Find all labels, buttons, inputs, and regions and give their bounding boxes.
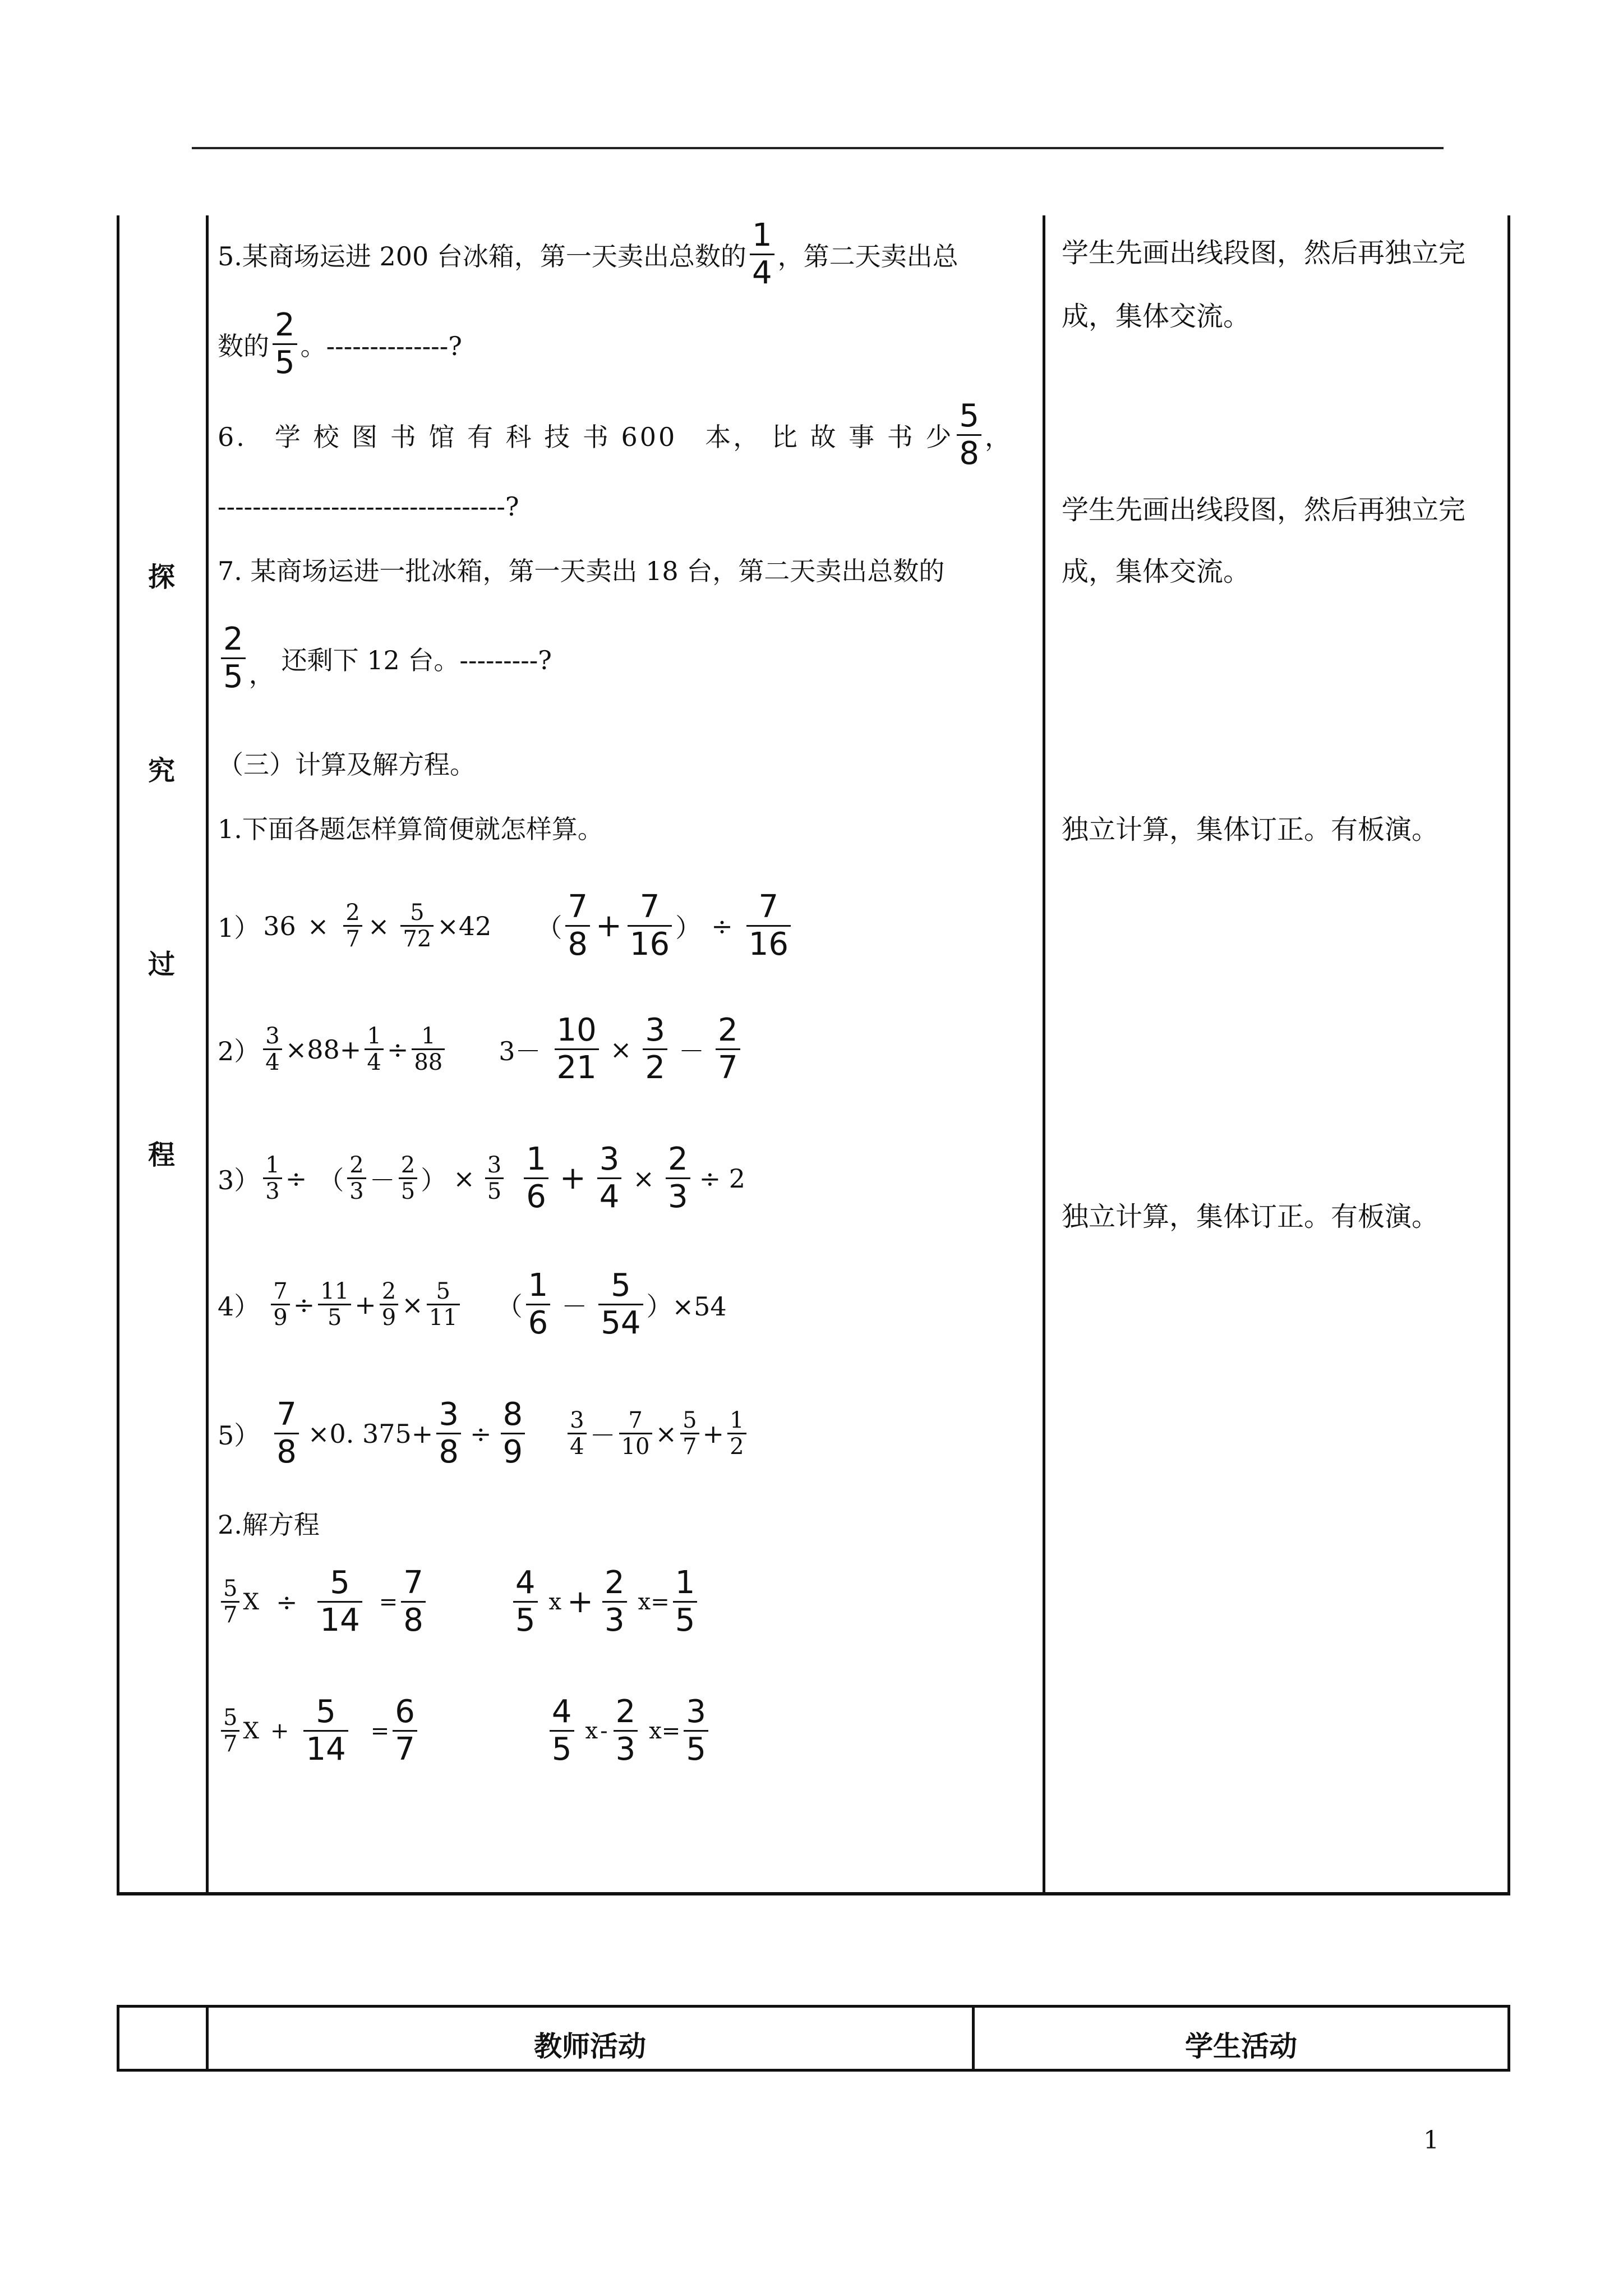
fraction <box>602 1565 627 1639</box>
fraction <box>347 1153 366 1205</box>
fraction <box>550 1694 574 1768</box>
denominator: 9 <box>381 1305 396 1331</box>
fraction <box>746 889 791 963</box>
number: 36 <box>263 910 296 941</box>
operator: + <box>354 1289 376 1320</box>
denominator: 5 <box>487 1179 502 1205</box>
numerator: 3 <box>265 1023 280 1049</box>
student-note: 独立计算，集体订正。有板演。 <box>1062 1201 1439 1232</box>
operator: ×88+ <box>285 1034 362 1065</box>
question-text: 。--------------? <box>300 330 462 361</box>
numerator: 1 <box>675 1565 695 1601</box>
denominator: 2 <box>645 1050 665 1087</box>
operator: ÷ <box>711 910 733 941</box>
question-text: ， <box>985 421 1011 452</box>
numerator: 2 <box>667 1141 688 1177</box>
table-bottom-border <box>117 1892 1510 1895</box>
operator: = <box>379 1589 398 1615</box>
numerator: 5 <box>611 1267 631 1304</box>
question-5-line-1 <box>218 218 958 292</box>
numerator: 7 <box>758 889 779 925</box>
fraction <box>318 1279 351 1331</box>
row-label: 2） <box>218 1036 260 1066</box>
header-table-divider-1 <box>206 2005 209 2072</box>
fraction <box>568 1408 586 1460</box>
numerator: 6 <box>395 1694 415 1730</box>
operator: + <box>596 908 622 945</box>
operator: ）×54 <box>646 1291 727 1322</box>
calc-row-3 <box>218 1142 745 1216</box>
denominator: 4 <box>599 1179 620 1216</box>
fraction <box>393 1694 417 1768</box>
numerator: 8 <box>502 1396 523 1433</box>
paren: ） <box>675 912 702 943</box>
side-label-char: 探 <box>148 562 176 593</box>
denominator: 3 <box>667 1179 688 1216</box>
fraction <box>263 1153 282 1205</box>
row-label: 5） <box>218 1420 260 1451</box>
numerator: 1 <box>528 1267 548 1304</box>
denominator: 5 <box>515 1602 536 1639</box>
side-label-char: 程 <box>148 1139 176 1171</box>
operator: － <box>589 1420 616 1451</box>
numerator: 5 <box>410 899 425 926</box>
numerator: 2 <box>345 899 360 926</box>
numerator: 2 <box>223 621 243 657</box>
numerator: 3 <box>686 1694 706 1730</box>
numerator: 3 <box>570 1407 584 1433</box>
denominator: 5 <box>328 1305 342 1331</box>
numerator: 3 <box>439 1396 459 1433</box>
numerator: 1 <box>265 1152 280 1178</box>
fraction <box>263 1024 282 1076</box>
fraction <box>643 1013 667 1087</box>
denominator: 9 <box>273 1305 288 1331</box>
operator: + <box>702 1418 725 1449</box>
denominator: 16 <box>748 926 789 963</box>
denominator: 14 <box>320 1602 360 1639</box>
question-text: ，第二天卖出总 <box>777 241 958 272</box>
page-number: 1 <box>1423 2126 1439 2155</box>
row-label: 1） <box>218 912 260 943</box>
denominator: 7 <box>683 1434 697 1460</box>
calc-instructions: 1.下面各题怎样算简便就怎样算。 <box>218 814 603 844</box>
fraction <box>399 1153 417 1205</box>
numerator: 1 <box>421 1023 436 1049</box>
fraction <box>597 1142 622 1216</box>
fraction <box>501 1397 525 1471</box>
numerator: 1 <box>526 1141 546 1177</box>
operator: × <box>307 910 329 941</box>
operator: － <box>561 1291 588 1322</box>
denominator: 8 <box>276 1434 297 1471</box>
row-label: 4） <box>218 1291 260 1322</box>
variable: x <box>649 1718 662 1744</box>
table-col-divider-1 <box>206 215 209 1894</box>
numerator: 10 <box>556 1012 597 1048</box>
fraction <box>673 1565 698 1639</box>
operator: = <box>651 1589 670 1615</box>
header-table-bottom <box>117 2069 1510 2072</box>
denominator: 7 <box>223 1602 238 1628</box>
denominator: 5 <box>675 1602 695 1639</box>
calc-row-4 <box>218 1268 727 1342</box>
fraction <box>513 1565 538 1639</box>
table-right-border <box>1507 215 1510 1894</box>
denominator: 4 <box>570 1434 584 1460</box>
numerator: 3 <box>599 1141 620 1177</box>
numerator: 5 <box>683 1407 697 1433</box>
operator: = <box>661 1718 681 1744</box>
denominator: 5 <box>400 1179 416 1205</box>
operator: × <box>633 1163 654 1194</box>
fraction <box>221 622 246 696</box>
header-table-left <box>117 2005 119 2072</box>
question-6-line-2: ---------------------------------? <box>218 491 519 522</box>
question-text: 还剩下 12 台。---------? <box>281 645 552 675</box>
paren: （ <box>536 912 562 943</box>
question-5-line-2 <box>218 307 462 381</box>
numerator: 2 <box>275 307 295 343</box>
operator: － <box>679 1036 704 1066</box>
fraction <box>716 1013 740 1087</box>
fraction <box>436 1397 461 1471</box>
numerator: 2 <box>349 1152 364 1178</box>
numerator: 7 <box>273 1278 288 1304</box>
numerator: 5 <box>223 1575 238 1602</box>
denominator: 2 <box>730 1434 744 1460</box>
question-7-line-2 <box>218 622 552 696</box>
denominator: 6 <box>526 1179 546 1216</box>
paren: ） <box>421 1165 447 1195</box>
row-label: 3） <box>218 1165 260 1195</box>
denominator: 88 <box>414 1050 443 1076</box>
operator: + <box>270 1718 289 1744</box>
numerator: 5 <box>223 1704 238 1731</box>
table-left-border <box>117 215 119 1894</box>
paren: （ <box>318 1165 344 1195</box>
fraction <box>221 1705 239 1757</box>
fraction <box>274 1397 299 1471</box>
operator: ÷ 2 <box>699 1163 746 1194</box>
section-title: （三）计算及解方程。 <box>218 749 476 780</box>
operator: ÷ <box>285 1163 307 1194</box>
header-table-divider-2 <box>972 2005 975 2072</box>
student-note: 学生先画出线段图，然后再独立完 <box>1062 237 1466 269</box>
denominator: 5 <box>223 659 243 696</box>
numerator: 5 <box>436 1278 450 1304</box>
numerator: 1 <box>367 1023 381 1049</box>
fraction <box>273 307 297 381</box>
operator: = <box>370 1718 390 1744</box>
denominator: 9 <box>502 1434 523 1471</box>
numerator: 2 <box>718 1012 738 1048</box>
numerator: 3 <box>487 1152 502 1178</box>
calc-row-1 <box>218 889 794 963</box>
denominator: 14 <box>306 1731 346 1768</box>
variable: X <box>243 1718 259 1744</box>
student-note: 成，集体交流。 <box>1062 556 1251 587</box>
operator: ÷ <box>469 1418 492 1449</box>
operator: × <box>367 910 390 941</box>
denominator: 10 <box>621 1434 650 1460</box>
fraction <box>412 1024 445 1076</box>
header-rule <box>192 147 1444 149</box>
numerator: 11 <box>320 1278 349 1304</box>
fraction <box>598 1268 643 1342</box>
fraction <box>400 900 434 953</box>
fraction <box>380 1279 398 1331</box>
numerator: 2 <box>605 1565 625 1601</box>
fraction <box>271 1279 289 1331</box>
calc-row-5 <box>218 1397 750 1471</box>
denominator: 11 <box>428 1305 458 1331</box>
numerator: 7 <box>403 1565 423 1601</box>
numerator: 4 <box>551 1694 572 1730</box>
fraction <box>750 218 774 292</box>
denominator: 7 <box>718 1050 738 1087</box>
side-label-char: 究 <box>148 755 176 786</box>
numerator: 2 <box>400 1152 416 1178</box>
variable: X <box>243 1589 259 1615</box>
question-7-line-1: 7. 某商场运进一批冰箱，第一天卖出 18 台，第二天卖出总数的 <box>218 556 945 586</box>
numerator: 1 <box>730 1407 744 1433</box>
denominator: 3 <box>615 1731 636 1768</box>
denominator: 3 <box>265 1179 280 1205</box>
fraction <box>666 1142 690 1216</box>
fraction <box>727 1408 746 1460</box>
operator: － <box>369 1165 395 1195</box>
fraction <box>343 900 362 953</box>
denominator: 3 <box>605 1602 625 1639</box>
teacher-activity-header: 教师活动 <box>534 2030 646 2063</box>
variable: x <box>638 1589 651 1615</box>
denominator: 5 <box>551 1731 572 1768</box>
numerator: 3 <box>645 1012 665 1048</box>
question-6-line-1 <box>218 398 1011 472</box>
student-note: 独立计算，集体订正。有板演。 <box>1062 814 1439 845</box>
fraction <box>684 1694 708 1768</box>
denominator: 5 <box>275 344 295 381</box>
side-label-char: 过 <box>148 949 176 980</box>
question-text: ， <box>248 659 275 689</box>
denominator: 6 <box>528 1305 548 1342</box>
fraction <box>957 398 981 472</box>
denominator: 7 <box>223 1731 238 1757</box>
paren: （ <box>496 1291 523 1322</box>
denominator: 5 <box>686 1731 706 1768</box>
operator: + <box>567 1584 594 1621</box>
fraction <box>526 1268 551 1342</box>
operator: ×42 <box>437 910 492 941</box>
equation-instructions: 2.解方程 <box>218 1510 320 1540</box>
numerator: 7 <box>639 889 660 925</box>
operator: × <box>610 1034 632 1065</box>
fraction <box>485 1153 504 1205</box>
fraction <box>565 889 590 963</box>
header-table-top <box>117 2005 1510 2008</box>
operator: - <box>600 1718 608 1744</box>
operator: ×0. 375+ <box>307 1418 434 1449</box>
fraction <box>427 1279 460 1331</box>
numerator: 2 <box>615 1694 636 1730</box>
operator: ÷ <box>275 1586 298 1617</box>
denominator: 7 <box>345 926 360 953</box>
student-note: 成，集体交流。 <box>1062 301 1251 332</box>
denominator: 4 <box>367 1050 381 1076</box>
numerator: 7 <box>276 1396 297 1433</box>
fraction <box>221 1576 239 1628</box>
fraction <box>614 1694 638 1768</box>
numerator: 1 <box>751 217 772 254</box>
question-text: 5.某商场运进 200 台冰箱，第一天卖出总数的 <box>218 241 746 272</box>
denominator: 8 <box>439 1434 459 1471</box>
operator: × <box>453 1163 475 1194</box>
operator: ÷ <box>386 1034 409 1065</box>
operator: ÷ <box>293 1289 315 1320</box>
table-col-divider-2 <box>1043 215 1045 1894</box>
variable: x <box>548 1589 562 1615</box>
numerator: 5 <box>959 398 980 434</box>
fraction <box>401 1565 426 1639</box>
fraction <box>317 1565 362 1639</box>
numerator: 2 <box>381 1278 396 1304</box>
denominator: 4 <box>265 1050 280 1076</box>
header-table-right <box>1507 2005 1510 2072</box>
denominator: 21 <box>556 1050 597 1087</box>
fraction <box>303 1694 348 1768</box>
fraction <box>619 1408 652 1460</box>
student-activity-header: 学生活动 <box>1185 2030 1297 2063</box>
denominator: 8 <box>403 1602 423 1639</box>
operator: + <box>559 1160 586 1197</box>
equation-row-2 <box>218 1694 712 1768</box>
question-text: 6. 学 校 图 书 馆 有 科 技 书 600 本， 比 故 事 书 少 <box>218 421 954 452</box>
operator: × <box>655 1418 677 1449</box>
denominator: 54 <box>601 1305 641 1342</box>
numerator: 7 <box>568 889 588 925</box>
denominator: 16 <box>629 926 670 963</box>
fraction <box>365 1024 383 1076</box>
denominator: 4 <box>751 255 772 292</box>
numerator: 5 <box>316 1694 336 1730</box>
numerator: 5 <box>330 1565 350 1601</box>
fraction <box>524 1142 548 1216</box>
question-text: 数的 <box>218 330 269 361</box>
denominator: 3 <box>349 1179 364 1205</box>
denominator: 7 <box>395 1731 415 1768</box>
numerator: 4 <box>515 1565 536 1601</box>
denominator: 8 <box>959 435 980 472</box>
fraction <box>555 1013 599 1087</box>
fraction <box>680 1408 699 1460</box>
operator: × <box>402 1289 423 1320</box>
fraction <box>628 889 672 963</box>
operator: 3－ <box>499 1036 541 1066</box>
numerator: 7 <box>628 1407 643 1433</box>
student-note: 学生先画出线段图，然后再独立完 <box>1062 494 1466 526</box>
equation-row-1 <box>218 1565 700 1639</box>
variable: x <box>585 1718 598 1744</box>
calc-row-2 <box>218 1013 744 1087</box>
denominator: 72 <box>403 926 432 953</box>
denominator: 8 <box>568 926 588 963</box>
